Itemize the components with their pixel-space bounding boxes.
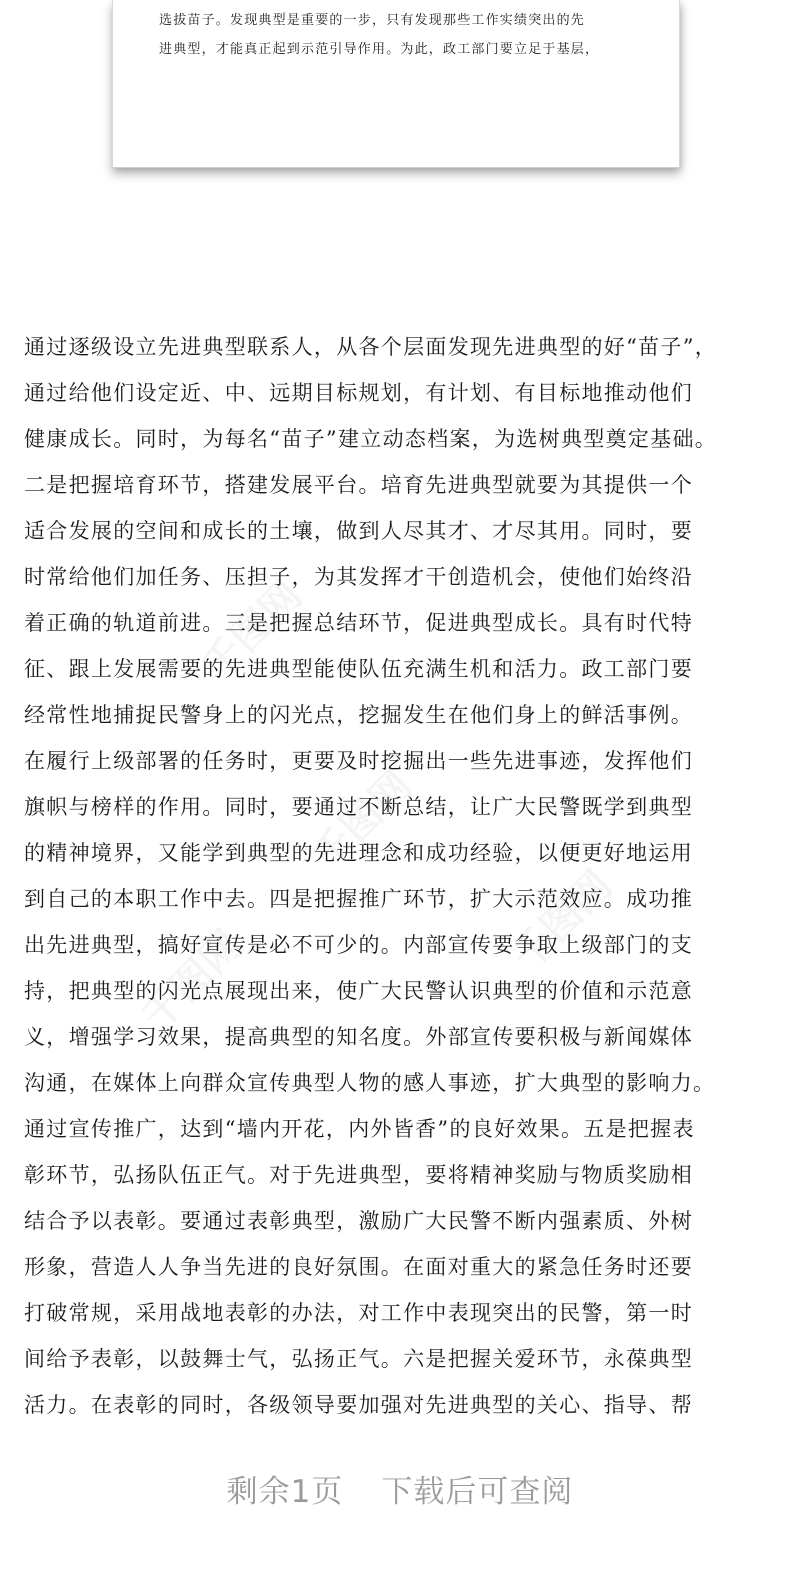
body-line: 活力。在表彰的同时，各级领导要加强对先进典型的关心、指导、帮 (24, 1393, 693, 1417)
body-line: 到自己的本职工作中去。四是把握推广环节，扩大示范效应。成功推 (24, 887, 693, 911)
body-line: 的精神境界，又能学到典型的先进理念和成功经验，以便更好地运用 (24, 841, 693, 865)
body-line: 通过逐级设立先进典型联系人，从各个层面发现先进典型的好“苗子”， (24, 335, 718, 359)
body-line: 着正确的轨道前进。三是把握总结环节，促进典型成长。具有时代特 (24, 611, 693, 635)
body-line: 适合发展的空间和成长的土壤，做到人尽其才、才尽其用。同时，要 (24, 519, 693, 543)
body-line: 旗帜与榜样的作用。同时，要通过不断总结，让广大民警既学到典型 (24, 795, 693, 819)
body-line: 征、跟上发展需要的先进典型能使队伍充满生机和活力。政工部门要 (24, 657, 693, 681)
body-line: 打破常规，采用战地表彰的办法，对工作中表现突出的民警，第一时 (24, 1301, 693, 1325)
body-line: 形象，营造人人争当先进的良好氛围。在面对重大的紧急任务时还要 (24, 1255, 693, 1279)
download-hint-label: 下载后可查阅 (381, 1474, 574, 1510)
body-line: 时常给他们加任务、压担子，为其发挥才干创造机会，使他们始终沿 (24, 565, 693, 589)
preview-line: 进典型，才能真正起到示范引导作用。为此，政工部门要立足于基层， (159, 42, 600, 57)
document-body (24, 324, 784, 1428)
body-line: 通过给他们设定近、中、远期目标规划，有计划、有目标地推动他们 (24, 381, 693, 405)
previous-page-preview (112, 0, 680, 168)
body-line: 在履行上级部署的任务时，更要及时挖掘出一些先进事迹，发挥他们 (24, 749, 693, 773)
body-line: 二是把握培育环节，搭建发展平台。培育先进典型就要为其提供一个 (24, 473, 693, 497)
body-line: 彰环节，弘扬队伍正气。对于先进典型，要将精神奖励与物质奖励相 (24, 1163, 693, 1187)
remaining-pages-notice[interactable] (0, 1466, 800, 1511)
body-line: 结合予以表彰。要通过表彰典型，激励广大民警不断内强素质、外树 (24, 1209, 693, 1233)
body-line: 通过宣传推广，达到“墙内开花，内外皆香”的良好效果。五是把握表 (24, 1117, 695, 1141)
remaining-pages-label: 剩余1页 (226, 1474, 344, 1510)
body-line: 沟通，在媒体上向群众宣传典型人物的感人事迹，扩大典型的影响力。 (24, 1071, 716, 1095)
body-line: 间给予表彰，以鼓舞士气，弘扬正气。六是把握关爱环节，永葆典型 (24, 1347, 693, 1371)
body-line: 义，增强学习效果，提高典型的知名度。外部宣传要积极与新闻媒体 (24, 1025, 693, 1049)
body-line: 经常性地捕捉民警身上的闪光点，挖掘发生在他们身上的鲜活事例。 (24, 703, 693, 727)
body-line: 持，把典型的闪光点展现出来，使广大民警认识典型的价值和示范意 (24, 979, 693, 1003)
body-line: 出先进典型，搞好宣传是必不可少的。内部宣传要争取上级部门的支 (24, 933, 693, 957)
preview-line: 选拔苗子。发现典型是重要的一步，只有发现那些工作实绩突出的先 (159, 13, 586, 28)
body-line: 健康成长。同时，为每名“苗子”建立动态档案，为选树典型奠定基础。 (24, 427, 718, 451)
